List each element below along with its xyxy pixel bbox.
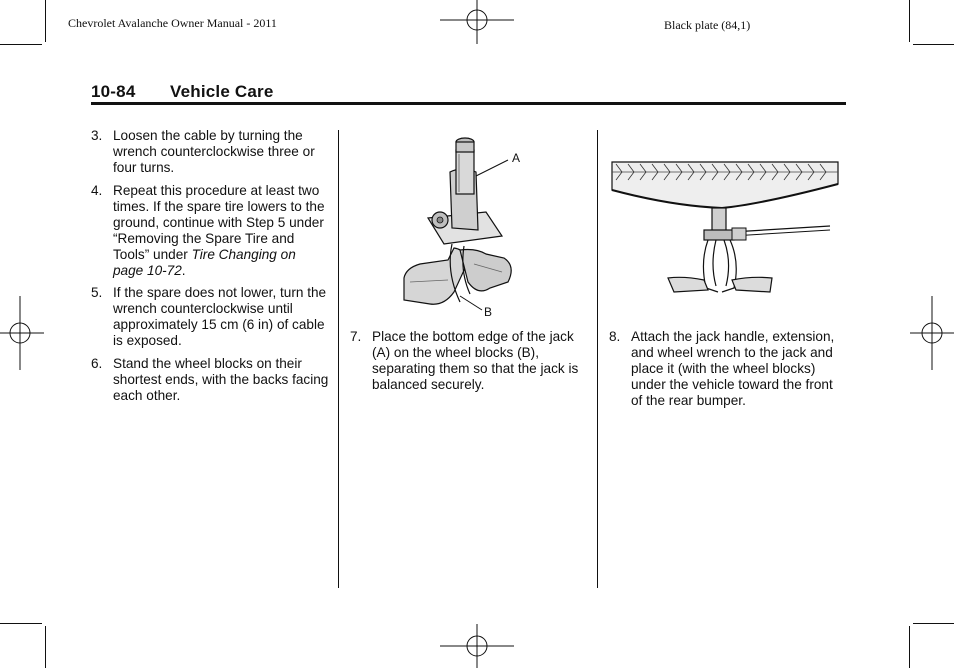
step-number: 6. (91, 356, 103, 371)
step-number: 8. (609, 329, 621, 344)
plate-label: Black plate (84,1) (664, 18, 751, 32)
jack-under-vehicle-illustration (612, 158, 840, 300)
crop-mark-bottom-right-h (913, 623, 954, 624)
step-text: Stand the wheel blocks on their shortest ends, with the backs facing each other. (113, 356, 329, 403)
step-number: 5. (91, 285, 103, 300)
crop-mark-top-right-h (913, 44, 954, 45)
registration-mark-top (440, 0, 514, 46)
step-text: Place the bottom edge of the jack (A) on the wheel blocks (B), separating them so that the jack is balanced securely. (372, 329, 579, 392)
crop-mark-top-right-v (909, 0, 910, 42)
callout-label-b: B (484, 305, 493, 319)
registration-mark-right (910, 296, 954, 370)
step-text: If the spare does not lower, turn the wrench counterclockwise until approximately 15 cm (6 in) of cable is exposed. (113, 285, 327, 348)
cross-reference-link[interactable]: Tire Changing on page 10-72 (113, 247, 296, 278)
registration-mark-left (0, 296, 44, 370)
callout-label-a: A (512, 151, 521, 165)
step-text: Loosen the cable by turning the wrench counterclockwise three or four turns. (113, 128, 315, 175)
jack-on-wheel-blocks-illustration (390, 132, 530, 322)
crop-mark-bottom-left-v (45, 626, 46, 668)
step-number: 3. (91, 128, 103, 143)
crop-mark-top-left-h (0, 44, 42, 45)
step-number: 4. (91, 183, 103, 198)
header-rule (91, 102, 846, 105)
manual-title: Chevrolet Avalanche Owner Manual - 2011 (68, 16, 277, 30)
crop-mark-bottom-left-h (0, 623, 42, 624)
page-number: 10-84 (91, 82, 136, 101)
column-divider-2 (597, 130, 598, 588)
crop-mark-top-left-v (45, 0, 46, 42)
step-text: Repeat this procedure at least two times. If the spare tire lowers to the ground, continue with Step 5 under “Removing the Spare Tire and Tools” under Tire Changing on page 10-72. (113, 183, 325, 278)
crop-mark-bottom-right-v (909, 626, 910, 668)
step-number: 7. (350, 329, 362, 344)
registration-mark-bottom (440, 624, 514, 668)
section-title: Vehicle Care (170, 82, 274, 101)
step-text: Attach the jack handle, extension, and wheel wrench to the jack and place it (with the wheel blocks) under the vehicle toward the front of the rear bumper. (631, 329, 835, 408)
column-divider-1 (338, 130, 339, 588)
